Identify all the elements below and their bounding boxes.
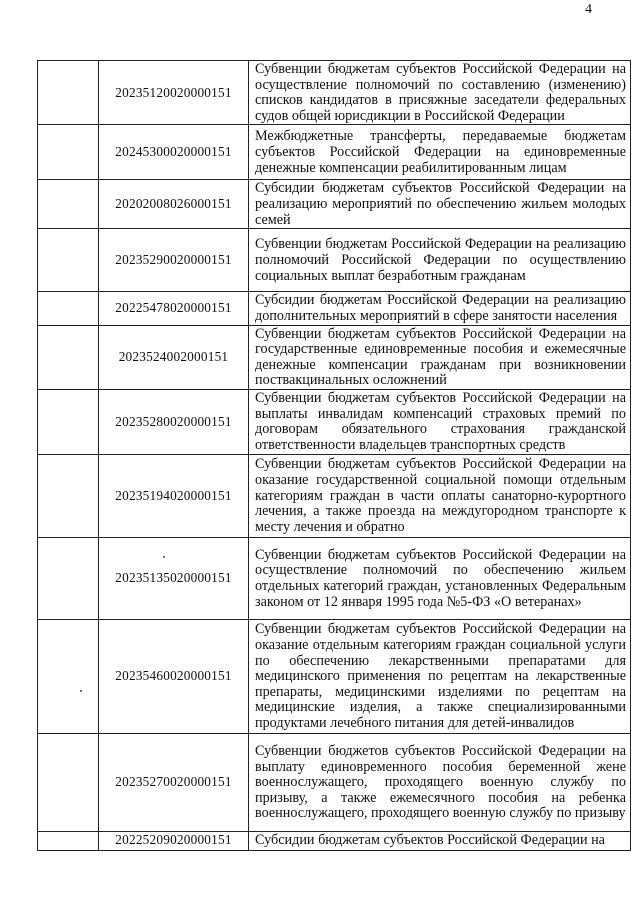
table-row <box>38 831 631 850</box>
empty-cell <box>38 292 99 325</box>
budget-description: Субсидии бюджетам Российской Федерации на реализацию дополнительных мероприятий в сфере занятости населения <box>249 292 631 325</box>
table-row <box>38 229 631 292</box>
budget-description: Субвенции бюджетам Российской Федерации на реализацию полномочий Российской Федерации по осуществлению социальных выплат безработным гражданам <box>249 229 631 292</box>
table-row <box>38 325 631 389</box>
budget-code: 2023524002000151 <box>99 325 249 389</box>
table-row <box>38 180 631 229</box>
table-row <box>38 61 631 125</box>
empty-cell <box>38 454 99 537</box>
budget-description: Субвенции бюджетам субъектов Российской Федерации на государственные единовременные пособия и ежемесячные денежные компенсации гражданам при возникновении поствакцинальных осложнений <box>249 325 631 389</box>
budget-code: 20235194020000151 <box>99 454 249 537</box>
empty-cell <box>38 229 99 292</box>
empty-cell <box>38 389 99 454</box>
empty-cell <box>38 125 99 180</box>
table-row <box>38 733 631 831</box>
table-row <box>38 292 631 325</box>
table-row <box>38 619 631 733</box>
table-row <box>38 125 631 180</box>
empty-cell <box>38 537 99 619</box>
budget-description: Субвенции бюджетам субъектов Российской Федерации на осуществление полномочий по составлению (изменению) списков кандидатов в присяжные заседатели федеральных судов общей юрисдикции в Российской Федерации <box>249 61 631 125</box>
table-row <box>38 389 631 454</box>
table-row <box>38 537 631 619</box>
empty-cell <box>38 831 99 850</box>
budget-code: 20235460020000151 <box>99 619 249 733</box>
empty-cell <box>38 733 99 831</box>
budget-code: 20235120020000151 <box>99 61 249 125</box>
empty-cell <box>38 325 99 389</box>
budget-code: 20202008026000151 <box>99 180 249 229</box>
budget-description: Межбюджетные трансферты, передаваемые бюджетам субъектов Российской Федерации на единовременные денежные компенсации реабилитированным лицам <box>249 125 631 180</box>
budget-code: 20235135020000151 <box>99 537 249 619</box>
budget-description: Субвенции бюджетам субъектов Российской Федерации на оказание государственной социальной помощи отдельным категориям граждан в части оплаты санаторно-курортного лечения, а также проезда на междугородном транспорте к месту лечения и обратно <box>249 454 631 537</box>
scan-speck <box>163 556 165 558</box>
table-row <box>38 454 631 537</box>
budget-description: Субсидии бюджетам субъектов Российской Федерации на <box>249 831 631 850</box>
budget-description: Субвенции бюджетов субъектов Российской Федерации на выплату единовременного пособия беременной жене военнослужащего, проходящего военную службу по призыву, а также ежемесячного пособия на ребенка военнослужащего, проходящего военную службу по призыву <box>249 733 631 831</box>
empty-cell <box>38 61 99 125</box>
budget-code: 20235280020000151 <box>99 389 249 454</box>
page-number: 4 <box>585 2 592 17</box>
budget-table <box>37 60 631 851</box>
budget-description: Субсидии бюджетам субъектов Российской Федерации на реализацию мероприятий по обеспечению жильем молодых семей <box>249 180 631 229</box>
empty-cell <box>38 619 99 733</box>
budget-code: 20225209020000151 <box>99 831 249 850</box>
budget-code: 20235290020000151 <box>99 229 249 292</box>
budget-description: Субвенции бюджетам субъектов Российской Федерации на осуществление полномочий по обеспечению жильем отдельных категорий граждан, установленных Федеральным законом от 12 января 1995 года №5-ФЗ «О ветеранах» <box>249 537 631 619</box>
empty-cell <box>38 180 99 229</box>
budget-code: 20245300020000151 <box>99 125 249 180</box>
budget-code: 20235270020000151 <box>99 733 249 831</box>
budget-description: Субвенции бюджетам субъектов Российской Федерации на оказание отдельным категориям граждан социальной услуги по обеспечению лекарственными препаратами для медицинского применения по рецептам на лекарственные препараты, медицинскими изделиями по рецептам на медицинские изделия, а также специализированными продуктами лечебного питания для детей-инвалидов <box>249 619 631 733</box>
budget-description: Субвенции бюджетам субъектов Российской Федерации на выплаты инвалидам компенсаций страховых премий по договорам обязательного страхования гражданской ответственности владельцев транспортных средств <box>249 389 631 454</box>
budget-code: 20225478020000151 <box>99 292 249 325</box>
scan-speck <box>80 690 82 692</box>
